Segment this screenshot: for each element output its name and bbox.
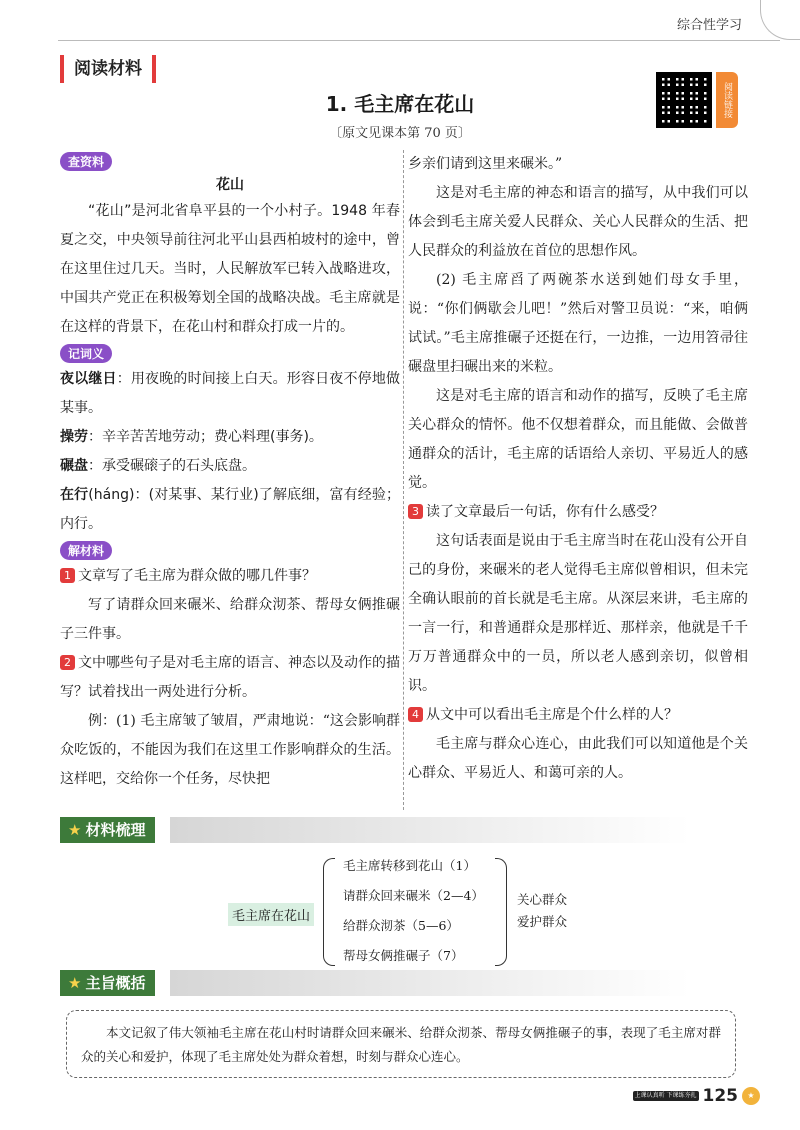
- analysis-paragraph: 这是对毛主席的语言和动作的描写，反映了毛主席关心群众的情怀。他不仅想着群众，而且能做、会做普通群众的活计，毛主席的话语给人亲切、平易近人的感觉。: [408, 388, 748, 491]
- page-title: 1. 毛主席在花山: [325, 92, 475, 116]
- pill-research: 查资料: [60, 152, 112, 171]
- continued-text: 乡亲们请到这里来碾米。”: [408, 156, 563, 172]
- header-corner: [760, 0, 800, 40]
- question-text: 文章写了毛主席为群众做的哪几件事？: [78, 568, 316, 584]
- question-text: 文中哪些句子是对毛主席的语言、神态以及动作的描写？试着找出一两处进行分析。: [60, 655, 400, 700]
- question-1: [60, 562, 400, 591]
- left-column: [60, 150, 400, 794]
- column-divider: [403, 150, 404, 810]
- summary-box: 本文记叙了伟大领袖毛主席在花山村时请群众回来碾米、给群众沏茶、帮母女俩推碾子的事，表现了毛主席对群众的关心和爱护，体现了毛主席处处为群众着想，时刻与群众心连心。: [66, 1010, 736, 1078]
- term-item: [60, 481, 400, 539]
- term-word: 碾盘: [60, 458, 88, 474]
- left-brace: [323, 858, 335, 966]
- mind-map-root: 毛主席在花山: [228, 903, 314, 926]
- mind-map-item: 给群众沏茶（5—6）: [343, 918, 459, 933]
- star-icon: ★: [68, 821, 82, 839]
- star-icon: ★: [68, 974, 82, 992]
- qr-code-icon[interactable]: [656, 72, 712, 128]
- answer-2: 例：(1) 毛主席皱了皱眉，严肃地说：“这会影响群众吃饭的，不能因为我们在这里工作影响群众的生活。这样吧，交给你一个任务，尽快把: [60, 713, 400, 787]
- qr-tab: 阅读链接: [716, 72, 738, 128]
- term-def: ：辛辛苦苦地劳动；费心料理(事务)。: [88, 429, 323, 445]
- right-column: [408, 150, 748, 788]
- header-rule: [58, 40, 780, 41]
- background-paragraph: “花山”是河北省阜平县的一个小村子。1948 年春夏之交，中央领导前往河北平山县西柏坡村的途中，曾在这里住过几天。当时，人民解放军已转入战略进攻，中国共产党正在积极筹划全国的战略决战。毛主席就是在这样的背景下，在花山村和群众打成一片的。: [60, 203, 400, 335]
- term-def: ：用夜晚的时间接上白天。形容日夜不停地做某事。: [60, 371, 401, 416]
- page-number: 125: [702, 1086, 738, 1106]
- question-number: 1: [60, 568, 75, 583]
- page-subtitle: 〔原文见课本第 70 页〕: [329, 126, 471, 141]
- analysis-paragraph: 这是对毛主席的神态和语言的描写，从中我们可以体会到毛主席关爱人民群众、关心人民群众的生活、把人民群众的利益放在首位的思想作风。: [408, 185, 748, 259]
- mind-map-item: 毛主席转移到花山（1）: [343, 858, 476, 873]
- term-item: [60, 365, 400, 423]
- bar-fade: [170, 817, 690, 843]
- bar-fade: [170, 970, 690, 996]
- term-def: ：承受碾磙子的石头底盘。: [88, 458, 256, 474]
- question-number: 4: [408, 707, 423, 722]
- footer: [633, 1084, 760, 1108]
- material-outline-bar: [60, 817, 710, 843]
- question-number: 2: [60, 655, 75, 670]
- question-text: 从文中可以看出毛主席是个什么样的人？: [426, 707, 678, 723]
- term-item: [60, 452, 400, 481]
- mind-map-item: 帮母女俩推碾子（7）: [343, 948, 464, 963]
- answer-1: 写了请群众回来碾米、给群众沏茶、帮母女俩推碾子三件事。: [60, 597, 400, 642]
- term-word: 操劳: [60, 429, 88, 445]
- theme-summary-bar: [60, 970, 710, 996]
- bar-label: ★ 材料梳理: [60, 817, 155, 843]
- badge-icon: ★: [742, 1087, 760, 1105]
- pill-analysis: 解材料: [60, 541, 112, 560]
- pill-vocab: 记词义: [60, 344, 112, 363]
- answer-4: 毛主席与群众心连心，由此我们可以知道他是个关心群众、平易近人、和蔼可亲的人。: [408, 736, 748, 781]
- mind-map-item: 请群众回来碾米（2—4）: [343, 888, 484, 903]
- right-brace: [495, 858, 507, 966]
- mind-map-conclusion: 爱护群众: [517, 914, 568, 929]
- mind-map: [0, 850, 800, 975]
- question-2: [60, 649, 400, 707]
- bar-label: ★ 主旨概括: [60, 970, 155, 996]
- question-text: 读了文章最后一句话，你有什么感受？: [426, 504, 664, 520]
- mind-map-conclusion: 关心群众: [517, 892, 568, 907]
- section-tag: 阅读材料: [60, 55, 156, 83]
- term-def: (háng)：(对某事、某行业)了解底细，富有经验；内行。: [60, 487, 401, 532]
- footer-tag: 上课认真听 下课练夯扎: [634, 1092, 697, 1099]
- question-number: 3: [408, 504, 423, 519]
- answer-3: 这句话表面是说由于毛主席当时在花山没有公开自己的身份，来碾米的老人觉得毛主席似曾相识，但未完全确认眼前的首长就是毛主席。从深层来讲，毛主席的一言一行，和普通群众是那样近、那样亲，他就是千千万万普通群众中的一员，所以老人感到亲切，似曾相识。: [408, 533, 748, 694]
- term-word: 夜以继日: [60, 371, 117, 387]
- header-section: 综合性学习: [676, 18, 742, 33]
- section-heading: 花山: [216, 177, 244, 193]
- term-word: 在行: [60, 487, 89, 503]
- example-paragraph: (2) 毛主席舀了两碗茶水送到她们母女手里，说：“你们俩歇会儿吧！”然后对警卫员说：“来，咱俩试试。”毛主席推碾子还挺在行，一边推，一边用笤帚往碾盘里扫碾出来的米粒。: [408, 272, 748, 375]
- question-3: [408, 498, 748, 527]
- question-4: [408, 701, 748, 730]
- term-item: [60, 423, 400, 452]
